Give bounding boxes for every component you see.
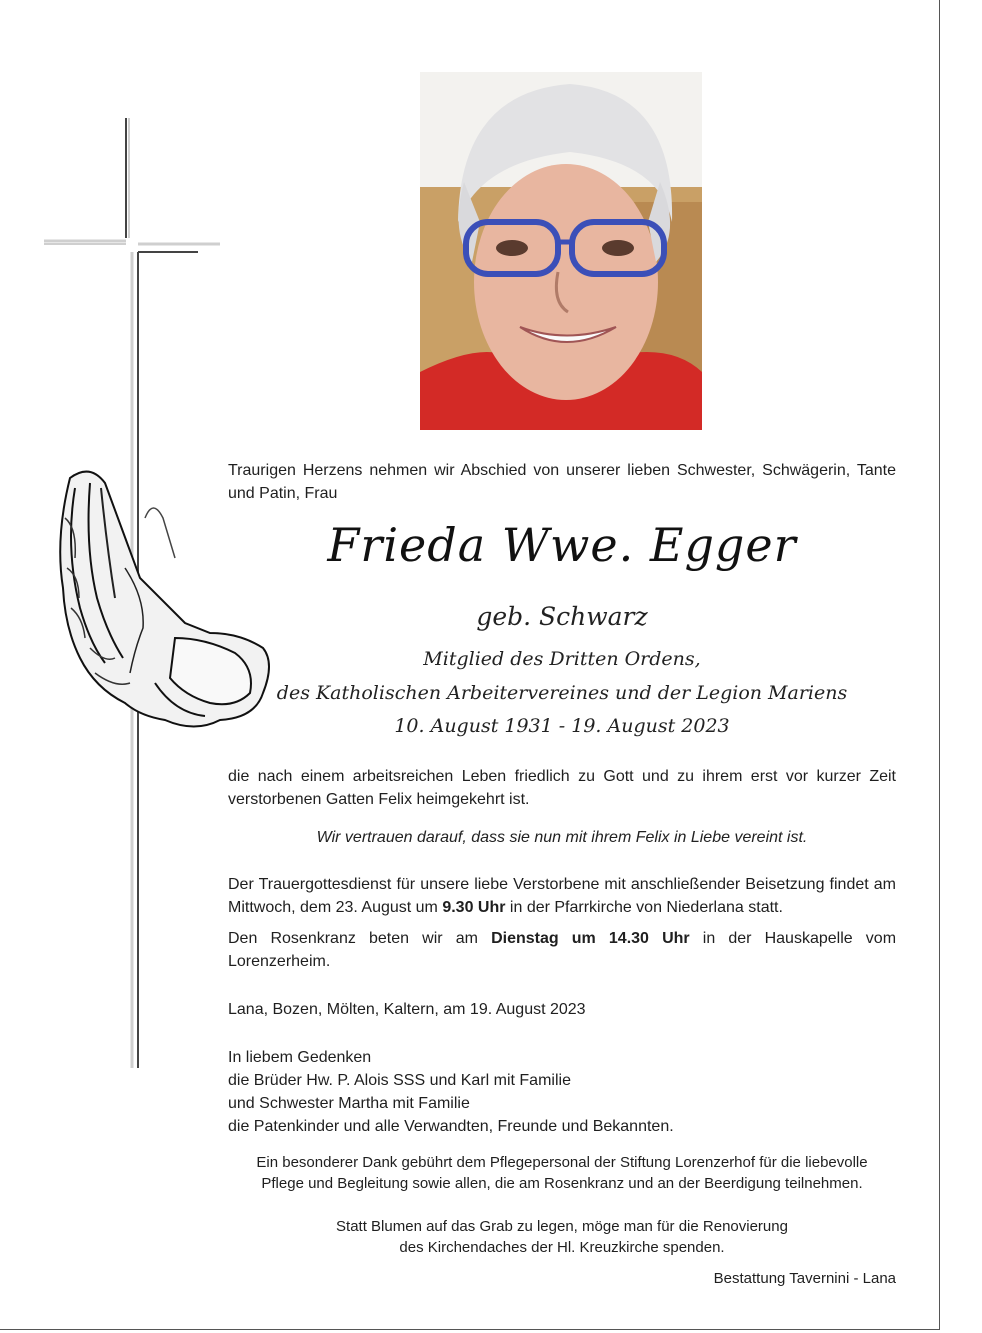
faith-statement: Wir vertrauen darauf, dass sie nun mit ihrem Felix in Liebe vereint ist. — [316, 829, 808, 846]
membership-line-1: Mitglied des Dritten Ordens, — [423, 648, 701, 670]
membership-line-2: des Katholischen Arbeitervereines und der Legion Mariens — [276, 682, 848, 704]
rosary-text-after: in der Hauskapelle vom Lorenzerheim. — [228, 930, 897, 970]
funeral-text-after: in der Pfarrkirche von Niederlana statt. — [505, 899, 783, 916]
portrait-photo — [420, 72, 702, 430]
funeral-time: 9.30 Uhr — [442, 899, 506, 916]
mourner-line: die Patenkinder und alle Verwandten, Freunde und Bekannten. — [228, 1118, 674, 1135]
rosary-text — [228, 927, 896, 973]
thanks-line-1: Ein besonderer Dank gebührt dem Pflegepersonal der Stiftung Lorenzerhof für die liebevolle — [256, 1154, 868, 1171]
deceased-name: Frieda Wwe. Egger — [327, 518, 797, 572]
maiden-name: geb. Schwarz — [476, 602, 648, 631]
life-dates: 10. August 1931 - 19. August 2023 — [394, 715, 730, 737]
donation-text — [228, 1216, 896, 1258]
rosary-text-before: Den Rosenkranz beten wir am — [228, 930, 492, 947]
rosary-when: Dienstag um 14.30 Uhr — [491, 930, 690, 947]
funeral-text-before: Der Trauergottesdienst für unsere liebe Verstorbene mit anschließender Beisetzung findet am Mittwoch, dem 23. August um — [228, 876, 896, 916]
donation-line-1: Statt Blumen auf das Grab zu legen, möge man für die Renovierung — [336, 1218, 788, 1235]
passing-text: die nach einem arbeitsreichen Leben friedlich zu Gott und zu ihrem erst vor kurzer Zeit verstorbenen Gatten Felix heimgekehrt ist. — [228, 768, 896, 808]
funeral-service-text — [228, 873, 896, 919]
undertaker: Bestattung Tavernini - Lana — [713, 1270, 896, 1287]
mourner-line: In liebem Gedenken — [228, 1049, 372, 1066]
thanks-line-2: Pflege und Begleitung sowie allen, die am Rosenkranz und an der Beerdigung teilnehmen. — [261, 1175, 863, 1192]
thanks-text — [200, 1152, 924, 1194]
mourners-list — [228, 1046, 896, 1138]
mourner-line: die Brüder Hw. P. Alois SSS und Karl mit Familie — [228, 1072, 571, 1089]
mourner-line: und Schwester Martha mit Familie — [228, 1095, 470, 1112]
place-date: Lana, Bozen, Mölten, Kaltern, am 19. August 2023 — [228, 1001, 586, 1018]
intro-text: Traurigen Herzens nehmen wir Abschied von unserer lieben Schwester, Schwägerin, Tante und Patin, Frau — [228, 462, 896, 502]
donation-line-2: des Kirchendaches der Hl. Kreuzkirche spenden. — [399, 1239, 725, 1256]
